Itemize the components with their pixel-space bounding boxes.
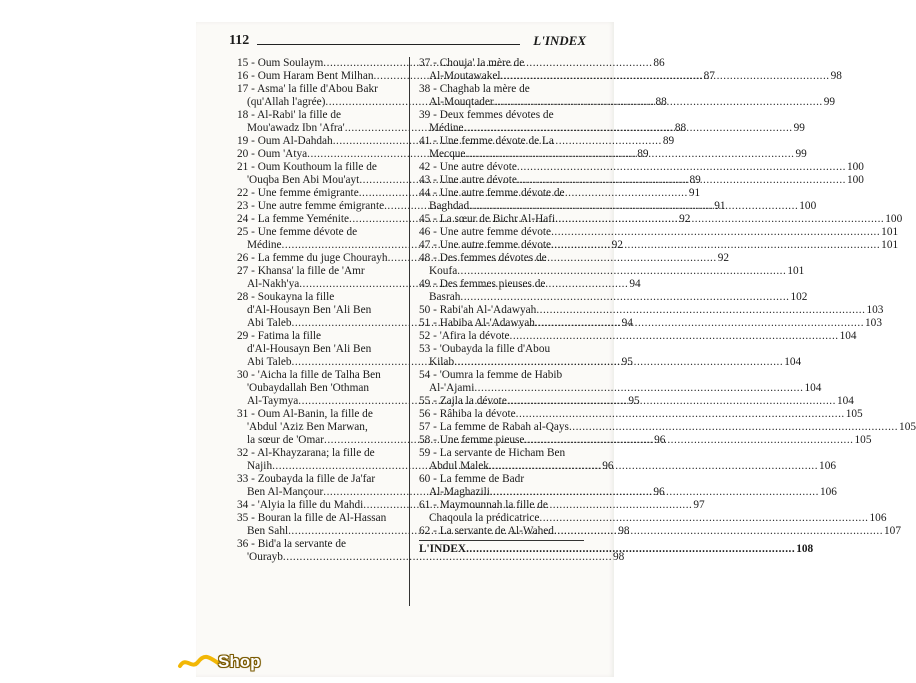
entry-page-number: 103 [865, 317, 882, 329]
entry-title-line: (qu'Allah l'agrée) [247, 96, 326, 108]
dot-leader [536, 304, 865, 317]
entry-title-line: 39 - Deux femmes dévotes de [419, 109, 554, 121]
index-entry [419, 369, 822, 395]
entry-title-line: Najih [247, 460, 273, 472]
entry-title-line: Abi Taleb [247, 356, 292, 368]
dot-leader [507, 395, 836, 408]
entry-title-line: Médine [429, 122, 464, 134]
entry-title-line: 52 - 'Afira la dévote [419, 330, 510, 342]
entry-title-line: 18 - Al-Rabi' la fille de [237, 109, 341, 121]
entry-title-line: 42 - Une autre dévote [419, 161, 517, 173]
dot-leader [501, 70, 830, 83]
dot-leader [464, 122, 793, 135]
entry-title-line: 48 - Des femmes dévotes de [419, 252, 547, 264]
entry-page-number: 106 [819, 460, 836, 472]
entry-title-line: 25 - Une femme dévote de [237, 226, 358, 238]
entry-title-line: 53 - 'Oubayda la fille d'Abou [419, 343, 551, 355]
entry-page-number: 106 [869, 512, 887, 524]
header-rule [257, 44, 520, 45]
entry-page-number: 105 [854, 434, 872, 446]
entry-page-number: 98 [613, 551, 625, 563]
entry-title-line: 57 - La femme de Rabah al-Qays [419, 421, 569, 433]
entry-page-number: 100 [885, 213, 903, 225]
entry-title-line: 51 - Habiba Al-'Adawyah [419, 317, 535, 329]
entry-title-line: 54 - 'Oumra la femme de Habib [419, 369, 563, 381]
entry-page-number: 99 [793, 122, 805, 134]
dot-leader [539, 512, 868, 525]
dot-leader [494, 96, 823, 109]
entry-title-line: 47 - Une autre femme dévote [419, 239, 552, 251]
entry-title-line: 'Ourayb [247, 551, 283, 563]
entry-title-line: 15 - Oum Soulaym [237, 57, 324, 69]
entry-title-line: 50 - Rabi'ah Al-'Adawyah [419, 304, 537, 316]
dot-leader [469, 200, 798, 213]
dot-leader [517, 174, 846, 187]
entry-title-line: 44 - Une autre femme dévote de [419, 187, 565, 199]
entry-title-line: Kilab [429, 356, 455, 368]
entry-title-line: 16 - Oum Haram Bent Milhan [237, 70, 374, 82]
entry-title-line: la sœur de 'Omar [247, 434, 325, 446]
entry-page-number: 91 [688, 187, 701, 199]
index-page-number: 108 [796, 543, 814, 555]
shop-logo [178, 650, 298, 678]
entry-page-number: 101 [881, 239, 899, 251]
entry-page-number: 91 [714, 200, 726, 212]
entry-title-line: 23 - Une autre femme émigrante [237, 200, 385, 212]
entry-title-line: Baghdad [429, 200, 470, 212]
entry-title-line: 26 - La femme du juge Chourayh [237, 252, 388, 264]
entry-title-line: Chaqoula la prédicatrice [429, 512, 540, 524]
index-entry [419, 161, 864, 174]
running-title: L'INDEX [533, 33, 586, 48]
entry-page-number: 103 [866, 304, 884, 316]
entry-page-number: 97 [693, 499, 705, 511]
entry-page-number: 107 [884, 525, 901, 537]
dot-leader [490, 486, 819, 499]
entry-title-line: 37 - Chouja' la mère de [419, 57, 525, 69]
entry-title-line: 'Abdul 'Aziz Ben Marwan, [247, 421, 368, 433]
entry-title-line: Mecque [429, 148, 466, 160]
entry-page-number: 105 [845, 408, 863, 420]
entry-title-line: Al-Nakh'ya [247, 278, 300, 290]
entry-page-number: 99 [823, 96, 836, 108]
entry-title-line: 35 - Bouran la fille de Al-Hassan [237, 512, 387, 524]
entry-page-number: 92 [679, 213, 691, 225]
entry-title-line: 46 - Une autre femme dévote [419, 226, 552, 238]
entry-title-line: 32 - Al-Khayzarana; la fille de [237, 447, 375, 459]
dot-leader [457, 265, 786, 278]
entry-title-line: 31 - Oum Al-Banin, la fille de [237, 408, 373, 420]
entry-title-line: 61 - Maymounnah la fille de [419, 499, 548, 511]
entry-title-line: 58 - Une femme pieuse [419, 434, 525, 446]
dot-leader [555, 213, 884, 226]
entry-page-number: 98 [830, 70, 842, 82]
entry-title-line: 62 - La servante de Al-Wahed [419, 525, 554, 537]
entry-title-line: 56 - Râhiba la dévote [419, 408, 516, 420]
entry-page-number: 99 [795, 148, 807, 160]
entry-page-number: 105 [899, 421, 916, 433]
entry-page-number: 100 [799, 200, 817, 212]
entry-page-number: 89 [689, 174, 701, 186]
entry-title-line: 33 - Zoubayda la fille de Ja'far [237, 473, 376, 485]
entry-title-line: 22 - Une femme émigrante [237, 187, 359, 199]
index-entry [419, 226, 899, 239]
dot-leader [460, 291, 789, 304]
index-entry [419, 421, 916, 434]
entry-page-number: 106 [819, 486, 837, 498]
dot-leader [510, 330, 839, 343]
entry-title-line: 27 - Khansa' la fille de 'Amr [237, 265, 365, 277]
logo-text: Shop [218, 652, 261, 671]
entry-title-line: Mou'awadz Ibn 'Afra' [247, 122, 345, 134]
page-header [229, 33, 586, 53]
entry-page-number: 101 [881, 226, 899, 238]
entry-title-line: Abdul Malek [429, 460, 489, 472]
entry-title-line: Abi Taleb [247, 317, 292, 329]
entry-page-number: 89 [637, 148, 649, 160]
entry-title-line: Al-'Ajami [429, 382, 475, 394]
entry-title-line: Koufa [429, 265, 458, 277]
entry-title-line: 24 - La femme Yeménite [237, 213, 349, 225]
entry-page-number: 86 [653, 57, 665, 69]
entry-page-number: 94 [629, 278, 641, 290]
entry-page-number: 104 [839, 330, 857, 342]
entry-page-number: 101 [787, 265, 805, 277]
entry-title-line: 38 - Chaghab la mère de [419, 83, 530, 95]
entry-title-line: Ben Al-Mançour [247, 486, 324, 498]
entry-title-line: 41 - Une femme dévote de La [419, 135, 554, 147]
entry-title-line: Al-Taymya [247, 395, 299, 407]
page-number: 112 [229, 33, 250, 48]
entry-title-line: 30 - 'Aicha la fille de Talha Ben [237, 369, 381, 381]
entry-page-number: 104 [784, 356, 802, 368]
entry-title-line: Basrah [429, 291, 461, 303]
entry-title-line: 19 - Oum Al-Dahdah [237, 135, 333, 147]
entry-page-number: 104 [804, 382, 822, 394]
dot-leader [524, 434, 853, 447]
index-entry [419, 304, 884, 317]
entry-title-line: 59 - La servante de Hicham Ben [419, 447, 566, 459]
entry-title-line: 34 - 'Alyia la fille du Mahdi [237, 499, 364, 511]
entry-title-line: 29 - Fatima la fille [237, 330, 322, 342]
entry-title-line: 20 - Oum 'Atya [237, 148, 308, 160]
entry-title-line: 49 - Des femmes pieuses de [419, 278, 546, 290]
entry-title-line: 55 - Zajla la dévote [419, 395, 507, 407]
dot-leader [516, 408, 845, 421]
entry-title-line: 17 - Asma' la fille d'Abou Bakr [237, 83, 378, 95]
entry-page-number: 96 [602, 460, 614, 472]
dot-leader [569, 421, 898, 434]
entry-page-number: 95 [628, 395, 640, 407]
dot-leader [489, 460, 818, 473]
entry-page-number: 96 [653, 486, 665, 498]
entry-title-line: 28 - Soukayna la fille [237, 291, 335, 303]
dot-leader [465, 148, 794, 161]
entry-page-number: 100 [846, 174, 864, 186]
entry-title-line: 21 - Oum Kouthoum la fille de [237, 161, 377, 173]
entry-page-number: 102 [790, 291, 808, 303]
index-entry [419, 408, 863, 421]
entry-title-line: Al-Moutawakel [429, 70, 501, 82]
entry-page-number: 87 [703, 70, 715, 82]
entry-page-number: 89 [662, 135, 675, 147]
dot-leader [454, 356, 783, 369]
entry-title-line: 36 - Bid'a la servante de [237, 538, 347, 550]
entry-page-number: 98 [618, 525, 630, 537]
dot-leader [474, 382, 803, 395]
entry-title-line: Al-Mouqtader [429, 96, 494, 108]
entry-page-number: 92 [717, 252, 729, 264]
entry-page-number: 88 [674, 122, 687, 134]
dot-leader [551, 239, 880, 252]
entry-title-line: Médine [247, 239, 282, 251]
entry-title-line: 43 - Une autre dévote [419, 174, 517, 186]
entry-page-number: 92 [611, 239, 623, 251]
swoosh-icon [178, 654, 220, 672]
entry-title-line: d'Al-Housayn Ben 'Ali Ben [247, 304, 372, 316]
dot-leader [517, 161, 846, 174]
entry-title-line: 'Ouqba Ben Abi Mou'ayt [247, 174, 360, 186]
entry-title-line: Al-Maghazili [429, 486, 490, 498]
entry-page-number: 94 [621, 317, 633, 329]
entry-title-line: 'Oubaydallah Ben 'Othman [247, 382, 370, 394]
column-divider [409, 57, 410, 606]
entry-title-line: d'Al-Housayn Ben 'Ali Ben [247, 343, 372, 355]
entry-page-number: 96 [654, 434, 666, 446]
index-label: L'INDEX [419, 543, 467, 555]
entry-page-number: 88 [655, 96, 667, 108]
entry-page-number: 95 [621, 356, 633, 368]
dot-leader [554, 525, 883, 538]
entry-title-line: 60 - La femme de Badr [419, 473, 525, 485]
entry-page-number: 100 [846, 161, 864, 173]
index-entry [419, 330, 857, 343]
dot-leader [466, 543, 795, 556]
dot-leader [535, 317, 864, 330]
entry-title-line: 45 - La sœur de Bichr Al-Hafi [419, 213, 556, 225]
entry-page-number: 104 [836, 395, 854, 407]
index-final-entry [419, 540, 814, 556]
dot-leader [551, 226, 880, 239]
entry-title-line: Ben Sahl [247, 525, 289, 537]
